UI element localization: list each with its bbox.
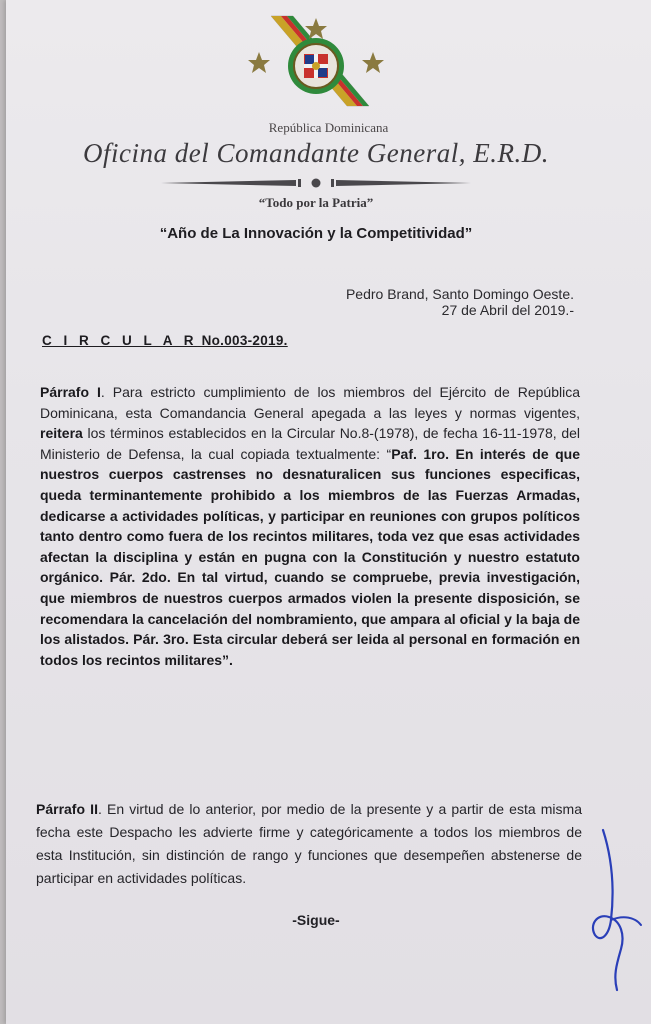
handwritten-signature	[581, 825, 651, 995]
paragraph-one	[40, 382, 580, 670]
paragraph-two-label: Párrafo II	[36, 801, 98, 817]
document-page	[6, 0, 651, 1024]
paragraph-two-text: . En virtud de lo anterior, por medio de la presente y a partir de esta misma fecha este Despacho les advierte firme y categóricamente a todos los miembros de esta Institución, sin distinción de rango y funciones que desempeñen abstenerse de participar en actividades políticas.	[36, 801, 582, 886]
paragraph-one-reitera: reitera	[40, 425, 83, 442]
paragraph-two	[36, 798, 582, 890]
circular-label: C I R C U L A R	[42, 333, 198, 348]
country-name: República Dominicana	[268, 120, 389, 135]
circular-code: No.003-2019.	[197, 333, 288, 348]
date-line: 27 de Abril del 2019.-	[441, 302, 574, 318]
paragraph-one-text-a: . Para estricto cumplimiento de los miembros del Ejército de República Dominicana, esta Comandancia General apegada a las leyes y normas vigentes,	[40, 384, 580, 421]
year-slogan: “Año de La Innovación y la Competitividad”	[159, 225, 473, 242]
paragraph-one-quote: Paf. 1ro. En interés de que nuestros cuerpos castrenses no desnaturalicen sus funciones especificas, queda terminantemente prohibido a los miembros de las Fuerzas Armadas, dedicarse a actividades políticas, y participar en reuniones con grupos políticos tanto dentro como fuera de los recintos militares, toda vez que esas actividades afectan la disciplina y están en pugna con la Constitución y nuestro estatuto orgánico. Pár. 2do. En tal virtud, cuando se compruebe, previa investigación, que miembros de nuestros cuerpos armados violen la presente disposición, se recomendara la cancelación del nombramiento, que ampara al oficial y la baja de los alistados. Pár. 3ro. Esta circular deberá ser leida al personal en formación en todos los recintos militares”.	[40, 445, 581, 668]
paragraph-one-text-b: los términos establecidos en la Circular No.8-(1978), de fecha 16-11-1978, del Ministerio de Defensa, la cual copiada textualmente: “	[40, 425, 580, 462]
letterhead-divider	[161, 176, 471, 190]
continues-marker: -Sigue-	[292, 912, 340, 928]
office-title: Oficina del Comandante General, E.R.D.	[83, 138, 549, 168]
motto: “Todo por la Patria”	[258, 195, 374, 210]
place-line: Pedro Brand, Santo Domingo Oeste.	[345, 286, 574, 302]
paragraph-one-label: Párrafo I	[40, 384, 101, 400]
army-emblem-icon	[241, 14, 391, 114]
circular-number	[42, 333, 288, 348]
